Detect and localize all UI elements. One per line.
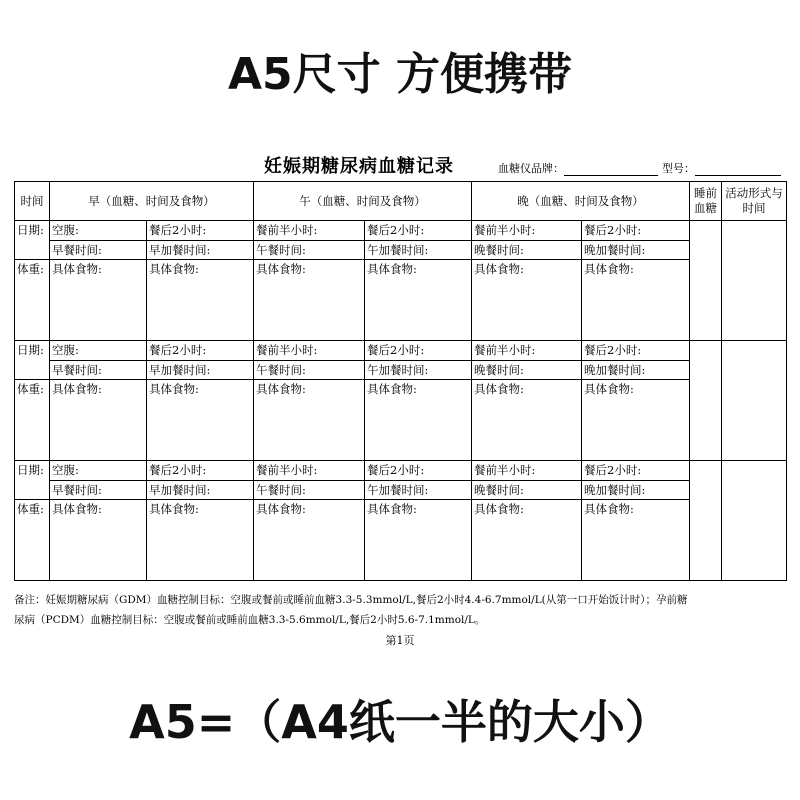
- morning-after-2h-cell[interactable]: 餐后2小时:: [147, 461, 254, 481]
- snack-noon-time-cell[interactable]: 午加餐时间:: [365, 361, 472, 380]
- food-cell[interactable]: 具体食物:: [472, 380, 582, 461]
- food-row: [15, 380, 787, 461]
- bedtime-glucose-cell[interactable]: [690, 461, 722, 581]
- fasting-cell[interactable]: 空腹:: [50, 221, 147, 241]
- header-morning: 早（血糖、时间及食物）: [50, 182, 254, 221]
- header-row: [15, 182, 787, 221]
- snack-pm-time-cell[interactable]: 晚加餐时间:: [582, 361, 690, 380]
- noon-before-half-hour-cell[interactable]: 餐前半小时:: [254, 341, 365, 361]
- glucose-row: [15, 221, 787, 241]
- evening-before-half-hour-cell[interactable]: 餐前半小时:: [472, 341, 582, 361]
- snack-noon-time-cell[interactable]: 午加餐时间:: [365, 481, 472, 500]
- fasting-cell[interactable]: 空腹:: [50, 341, 147, 361]
- snack-am-time-cell[interactable]: 早加餐时间:: [147, 361, 254, 380]
- header-noon: 午（血糖、时间及食物）: [254, 182, 472, 221]
- header-time: 时间: [15, 182, 50, 221]
- glucose-row: [15, 461, 787, 481]
- noon-before-half-hour-cell[interactable]: 餐前半小时:: [254, 221, 365, 241]
- fasting-cell[interactable]: 空腹:: [50, 461, 147, 481]
- snack-pm-time-cell[interactable]: 晚加餐时间:: [582, 241, 690, 260]
- meter-brand-blank: [564, 163, 658, 176]
- dinner-time-cell[interactable]: 晚餐时间:: [472, 481, 582, 500]
- evening-after-2h-cell[interactable]: 餐后2小时:: [582, 341, 690, 361]
- sheet-header: [14, 152, 786, 182]
- food-cell[interactable]: 具体食物:: [254, 500, 365, 581]
- breakfast-time-cell[interactable]: 早餐时间:: [50, 361, 147, 380]
- headline-top: A5尺寸 方便携带: [228, 49, 572, 100]
- date-cell[interactable]: 日期:: [15, 341, 50, 380]
- food-cell[interactable]: 具体食物:: [254, 380, 365, 461]
- snack-am-time-cell[interactable]: 早加餐时间:: [147, 481, 254, 500]
- morning-after-2h-cell[interactable]: 餐后2小时:: [147, 341, 254, 361]
- meal-time-row: [15, 241, 787, 260]
- food-cell[interactable]: 具体食物:: [582, 380, 690, 461]
- food-cell[interactable]: 具体食物:: [147, 500, 254, 581]
- headline-bottom: A5=（A4纸一半的大小）: [129, 695, 671, 749]
- meter-brand-field: [498, 160, 658, 176]
- meal-time-row: [15, 481, 787, 500]
- food-cell[interactable]: 具体食物:: [472, 260, 582, 341]
- food-cell[interactable]: 具体食物:: [365, 380, 472, 461]
- activity-cell[interactable]: [722, 461, 787, 581]
- lunch-time-cell[interactable]: 午餐时间:: [254, 361, 365, 380]
- food-cell[interactable]: 具体食物:: [365, 260, 472, 341]
- meter-brand-label: 血糖仪品牌：: [498, 162, 564, 175]
- snack-noon-time-cell[interactable]: 午加餐时间:: [365, 241, 472, 260]
- evening-before-half-hour-cell[interactable]: 餐前半小时:: [472, 221, 582, 241]
- footnote-line-1: 备注：妊娠期糖尿病（GDM）血糖控制目标：空腹或餐前或睡前血糖3.3-5.3mmol/L,餐后2小时4.4-6.7mmol/L(从第一口开始饭计时）；孕前糖: [14, 594, 688, 606]
- model-field: [662, 160, 781, 176]
- header-evening: 晚（血糖、时间及食物）: [472, 182, 690, 221]
- breakfast-time-cell[interactable]: 早餐时间:: [50, 241, 147, 260]
- model-blank: [695, 163, 781, 176]
- food-cell[interactable]: 具体食物:: [147, 260, 254, 341]
- weight-cell[interactable]: 体重:: [15, 260, 50, 341]
- food-cell[interactable]: 具体食物:: [50, 500, 147, 581]
- footnote-line-2: 尿病（PCDM）血糖控制目标：空腹或餐前或睡前血糖3.3-5.6mmol/L,餐后2小时5.6-7.1mmol/L。: [14, 614, 486, 626]
- evening-before-half-hour-cell[interactable]: 餐前半小时:: [472, 461, 582, 481]
- noon-after-2h-cell[interactable]: 餐后2小时:: [365, 461, 472, 481]
- noon-before-half-hour-cell[interactable]: 餐前半小时:: [254, 461, 365, 481]
- glucose-log-table: [14, 181, 787, 581]
- dinner-time-cell[interactable]: 晚餐时间:: [472, 361, 582, 380]
- food-cell[interactable]: 具体食物:: [254, 260, 365, 341]
- meal-time-row: [15, 361, 787, 380]
- date-cell[interactable]: 日期:: [15, 221, 50, 260]
- food-cell[interactable]: 具体食物:: [50, 380, 147, 461]
- noon-after-2h-cell[interactable]: 餐后2小时:: [365, 341, 472, 361]
- glucose-row: [15, 341, 787, 361]
- food-cell[interactable]: 具体食物:: [50, 260, 147, 341]
- food-cell[interactable]: 具体食物:: [582, 260, 690, 341]
- food-cell[interactable]: 具体食物:: [365, 500, 472, 581]
- bedtime-glucose-cell[interactable]: [690, 221, 722, 341]
- food-cell[interactable]: 具体食物:: [582, 500, 690, 581]
- evening-after-2h-cell[interactable]: 餐后2小时:: [582, 461, 690, 481]
- page-number: 第1页: [385, 634, 415, 647]
- breakfast-time-cell[interactable]: 早餐时间:: [50, 481, 147, 500]
- food-cell[interactable]: 具体食物:: [472, 500, 582, 581]
- snack-am-time-cell[interactable]: 早加餐时间:: [147, 241, 254, 260]
- header-activity: 活动形式与时间: [722, 182, 787, 221]
- dinner-time-cell[interactable]: 晚餐时间:: [472, 241, 582, 260]
- lunch-time-cell[interactable]: 午餐时间:: [254, 241, 365, 260]
- header-bedtime: 睡前血糖: [690, 182, 722, 221]
- food-cell[interactable]: 具体食物:: [147, 380, 254, 461]
- footnote: [14, 590, 786, 630]
- log-body: [15, 221, 787, 581]
- morning-after-2h-cell[interactable]: 餐后2小时:: [147, 221, 254, 241]
- bedtime-glucose-cell[interactable]: [690, 341, 722, 461]
- weight-cell[interactable]: 体重:: [15, 500, 50, 581]
- sheet-title: 妊娠期糖尿病血糖记录: [264, 156, 454, 177]
- activity-cell[interactable]: [722, 221, 787, 341]
- evening-after-2h-cell[interactable]: 餐后2小时:: [582, 221, 690, 241]
- food-row: [15, 500, 787, 581]
- model-label: 型号：: [662, 162, 695, 175]
- noon-after-2h-cell[interactable]: 餐后2小时:: [365, 221, 472, 241]
- date-cell[interactable]: 日期:: [15, 461, 50, 500]
- activity-cell[interactable]: [722, 341, 787, 461]
- weight-cell[interactable]: 体重:: [15, 380, 50, 461]
- lunch-time-cell[interactable]: 午餐时间:: [254, 481, 365, 500]
- snack-pm-time-cell[interactable]: 晚加餐时间:: [582, 481, 690, 500]
- food-row: [15, 260, 787, 341]
